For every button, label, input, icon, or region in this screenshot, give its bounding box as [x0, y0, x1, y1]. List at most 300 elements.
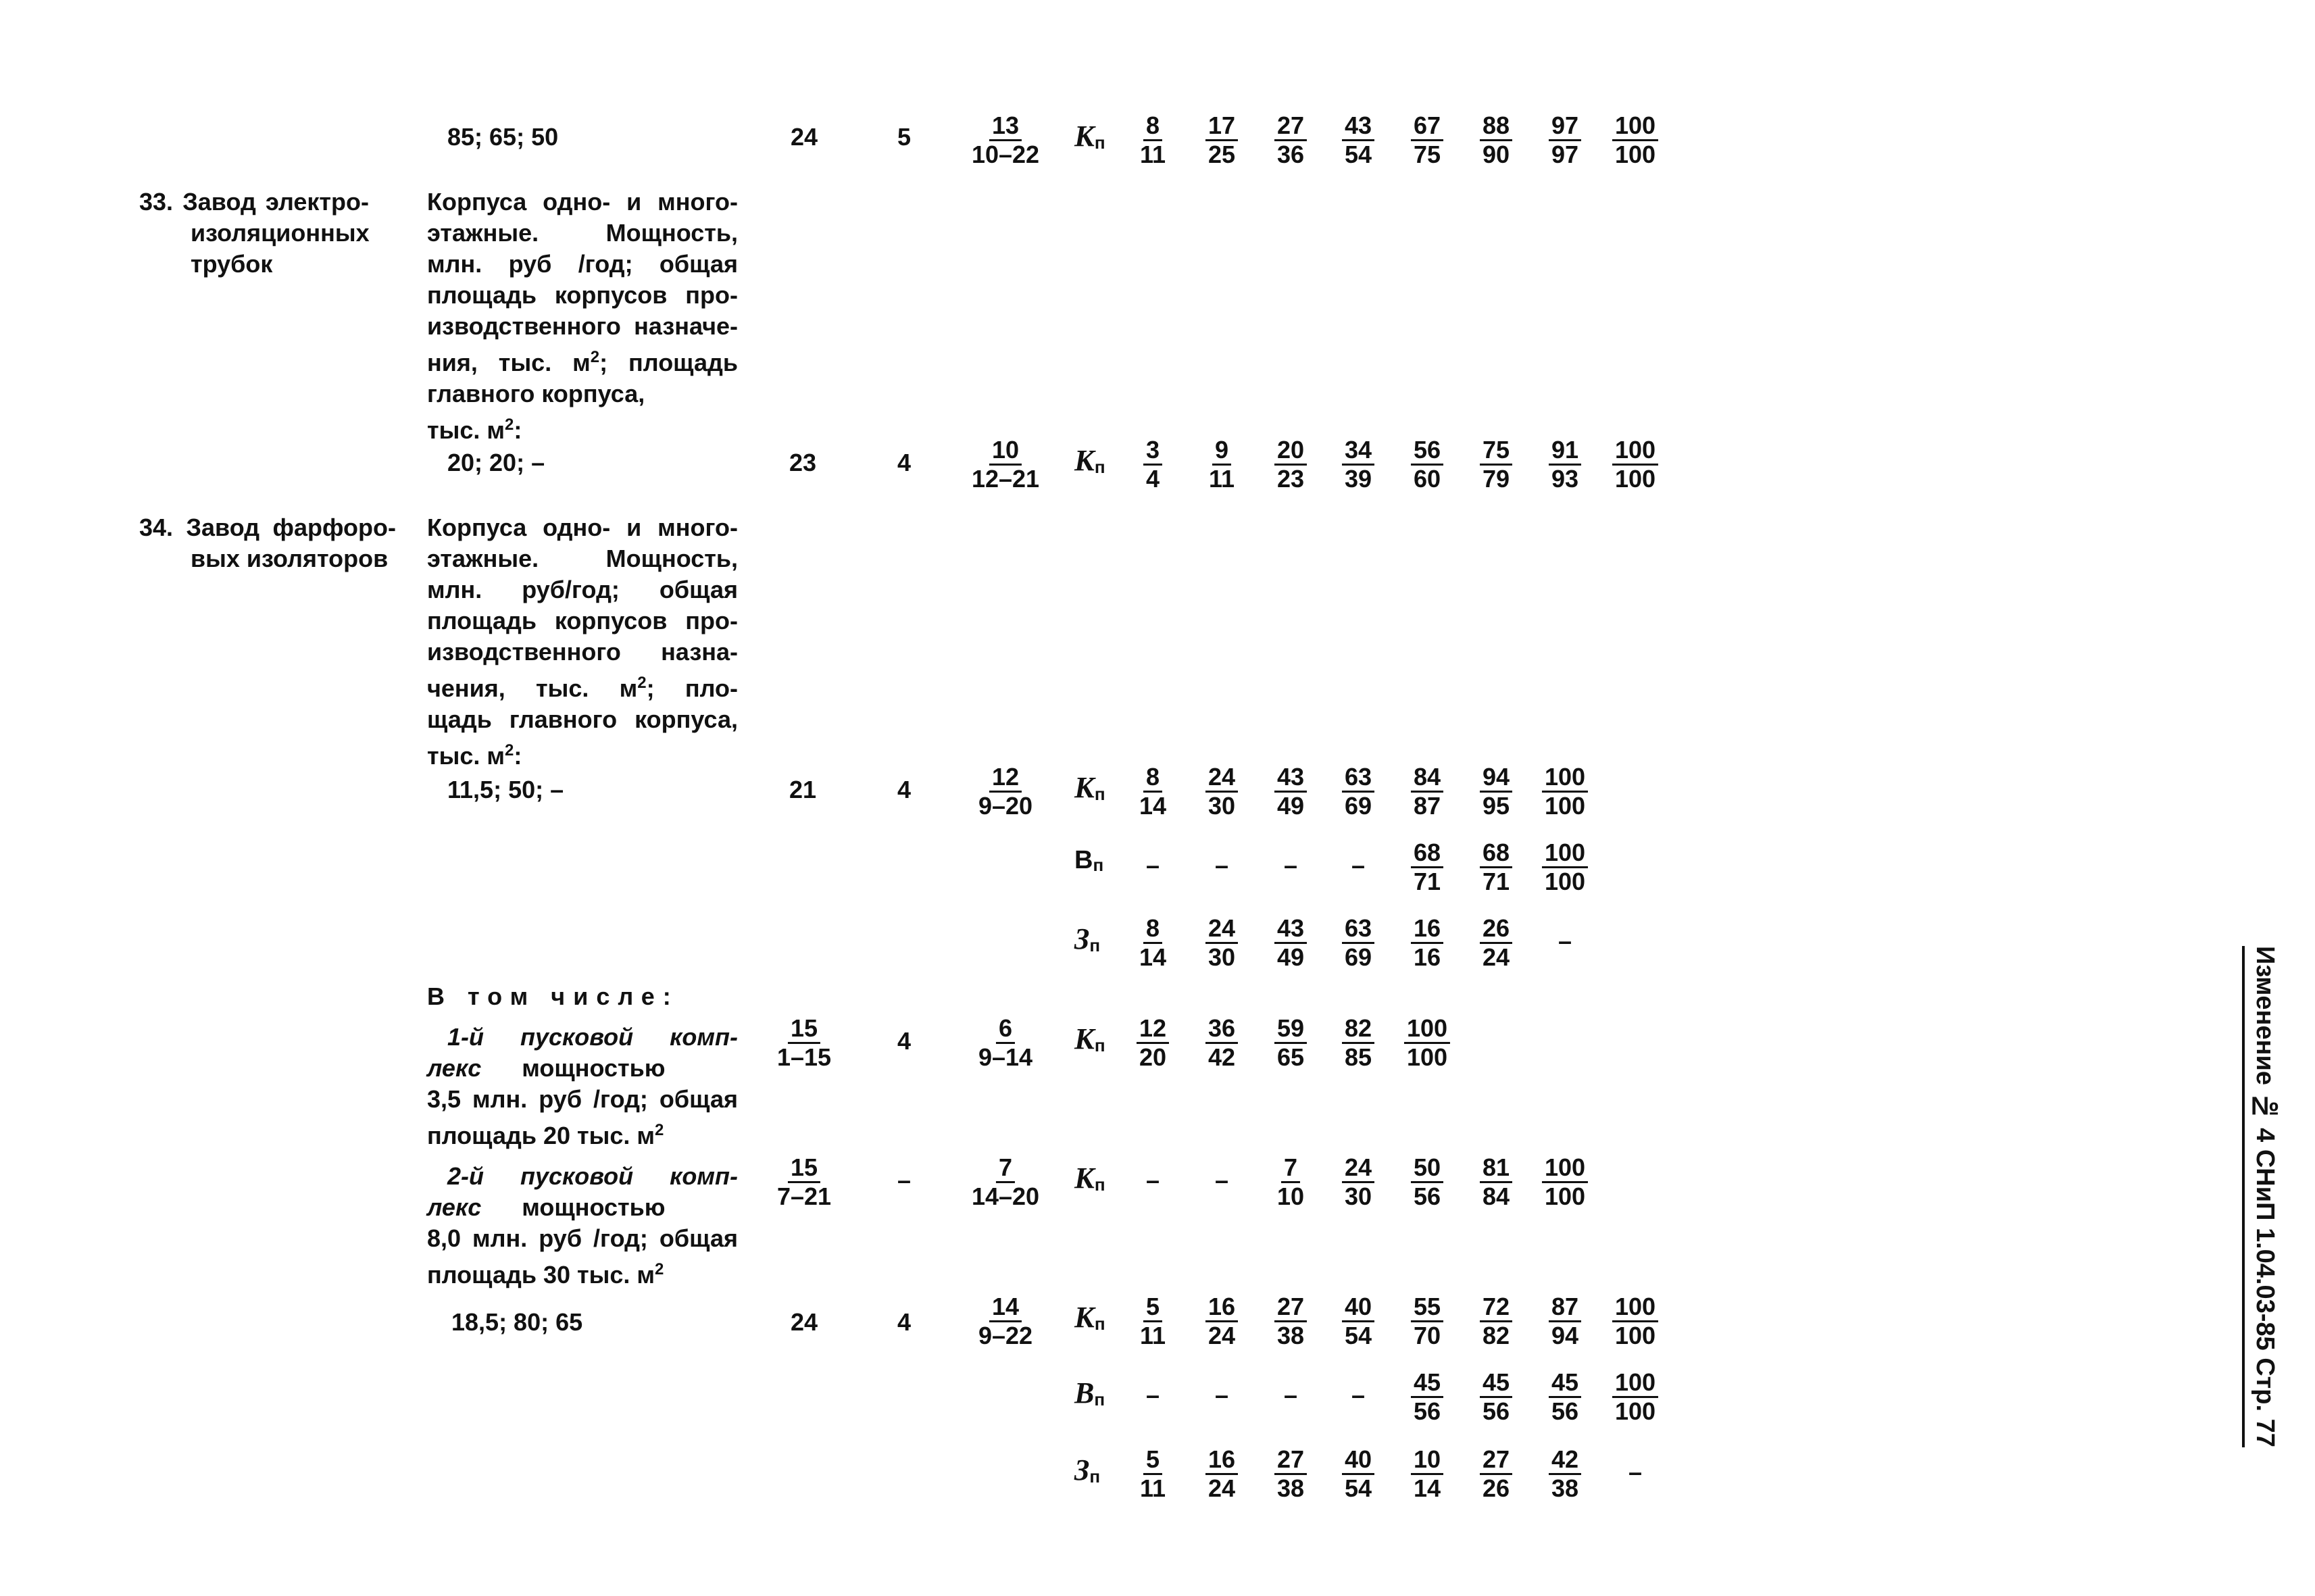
denominator: 25: [1208, 141, 1236, 168]
numerator: 56: [1411, 437, 1443, 466]
denominator: 85: [1344, 1043, 1372, 1071]
item34-description: [427, 512, 738, 772]
final-v-dash: –: [1214, 1381, 1229, 1409]
denominator: 56: [1482, 1397, 1510, 1425]
numerator: 43: [1274, 915, 1307, 944]
denominator: 9–20: [978, 792, 1033, 820]
final-k-value: [1205, 1293, 1238, 1349]
numerator: 68: [1411, 839, 1443, 868]
item34-v-dash: –: [1214, 851, 1229, 879]
denominator: 100: [1614, 1397, 1656, 1425]
denominator: 24: [1208, 1322, 1236, 1349]
desc-line: этажные. Мощность,: [427, 545, 738, 572]
item33-description: [427, 186, 738, 446]
denominator: 1–15: [776, 1043, 832, 1071]
numerator: 17: [1205, 112, 1238, 141]
sidebar-title: Изменение № 4 СНиП 1.04.03-85 Стр. 77: [2242, 946, 2279, 1447]
item34-v-label: [1074, 846, 1103, 876]
item34-spec: 11,5; 50; –: [447, 776, 564, 803]
item34-z-value: [1274, 915, 1307, 971]
final-z-label: [1074, 1453, 1100, 1487]
numerator: 13: [989, 112, 1022, 141]
complex2-col3: –: [897, 1166, 912, 1194]
denominator: 26: [1482, 1474, 1510, 1502]
item33-title-line: 33. Завод электро-: [139, 188, 369, 216]
denominator: 54: [1344, 141, 1372, 168]
item34-z-value: [1480, 915, 1512, 971]
label-letter: К: [1074, 120, 1095, 153]
complex1-k-value: [1404, 1015, 1450, 1071]
final-k-value: [1411, 1293, 1443, 1349]
item33-title-line: изоляционных: [191, 219, 370, 247]
numerator: 100: [1542, 1154, 1588, 1183]
item33-spec: 20; 20; –: [447, 449, 545, 476]
numerator: 45: [1549, 1369, 1581, 1398]
numerator: 20: [1274, 437, 1307, 466]
final-v-value: [1411, 1369, 1443, 1425]
numerator: 24: [1342, 1154, 1374, 1183]
complex1-k-value: [1342, 1015, 1374, 1071]
denominator: 100: [1544, 1182, 1586, 1210]
row0-k-value: [1205, 112, 1238, 168]
label-letter: З: [1074, 922, 1090, 955]
item33-k-value: [1480, 437, 1512, 493]
numerator: 10: [1411, 1446, 1443, 1475]
denominator: 94: [1551, 1322, 1579, 1349]
final-k-value: [1612, 1293, 1658, 1349]
label-subscript: п: [1094, 457, 1105, 477]
denominator: 14–20: [971, 1182, 1040, 1210]
final-z-value: [1549, 1446, 1581, 1502]
numerator: 63: [1342, 915, 1374, 944]
row0-k-value: [1480, 112, 1512, 168]
label-subscript: п: [1094, 1035, 1105, 1055]
final-k-label: [1074, 1300, 1105, 1335]
row0-col2: 24: [790, 123, 818, 151]
denominator: 100: [1614, 141, 1656, 168]
numerator: 6: [996, 1015, 1015, 1044]
numerator: 45: [1411, 1369, 1443, 1398]
desc-line: 2-й пусковой комп-: [447, 1162, 738, 1190]
numerator: 100: [1612, 112, 1658, 141]
numerator: 87: [1549, 1293, 1581, 1322]
label-subscript: п: [1089, 1466, 1101, 1487]
numerator: 40: [1342, 1293, 1374, 1322]
numerator: 16: [1411, 915, 1443, 944]
numerator: 40: [1342, 1446, 1374, 1475]
denominator: 30: [1344, 1182, 1372, 1210]
numerator: 12: [989, 764, 1022, 793]
final-col3: 4: [897, 1308, 912, 1336]
complex2-k-label: [1074, 1161, 1105, 1195]
item33-col3: 4: [897, 449, 912, 476]
denominator: 38: [1276, 1322, 1305, 1349]
denominator: 100: [1614, 465, 1656, 493]
item34-k-value: [1480, 764, 1512, 820]
item33-k-value: [1143, 437, 1162, 493]
item33-k-value: [1612, 437, 1658, 493]
denominator: 39: [1344, 465, 1372, 493]
complex1-k-label: [1074, 1022, 1105, 1056]
numerator: 27: [1274, 1293, 1307, 1322]
numerator: 15: [788, 1015, 820, 1044]
final-v-label: [1074, 1376, 1105, 1410]
complex2-k-value: [1411, 1154, 1443, 1210]
item34-v-value: [1411, 839, 1443, 895]
label-letter: К: [1074, 1022, 1095, 1055]
complex1-k-value: [1137, 1015, 1169, 1071]
item33-k-value: [1411, 437, 1443, 493]
label-subscript: п: [1094, 1314, 1105, 1334]
denominator: 56: [1551, 1397, 1579, 1425]
label-letter: В: [1074, 846, 1093, 874]
denominator: 70: [1413, 1322, 1441, 1349]
item34-k-value: [1542, 764, 1588, 820]
denominator: 79: [1482, 465, 1510, 493]
denominator: 23: [1276, 465, 1305, 493]
numerator: 12: [1137, 1015, 1169, 1044]
desc-line: млн. руб /год; общая: [427, 250, 738, 278]
item34-z-value: [1411, 915, 1443, 971]
label-subscript: п: [1094, 1174, 1105, 1195]
denominator: 14: [1139, 943, 1167, 971]
numerator: 100: [1404, 1015, 1450, 1044]
numerator: 24: [1205, 764, 1238, 793]
item34-col3: 4: [897, 776, 912, 803]
item34-k-value: [1274, 764, 1307, 820]
desc-line: лекс мощностью: [427, 1193, 666, 1221]
denominator: 20: [1139, 1043, 1167, 1071]
item34-v-value: [1542, 839, 1588, 895]
final-z-value: [1342, 1446, 1374, 1502]
item34-z-label: [1074, 922, 1100, 956]
complex2-k-value: [1542, 1154, 1588, 1210]
denominator: 16: [1413, 943, 1441, 971]
denominator: 30: [1208, 792, 1236, 820]
desc-line: 8,0 млн. руб /год; общая: [427, 1224, 738, 1252]
numerator: 34: [1342, 437, 1374, 466]
numerator: 8: [1143, 112, 1162, 141]
label-subscript: п: [1094, 1389, 1105, 1410]
numerator: 100: [1612, 437, 1658, 466]
row0-k-value: [1137, 112, 1168, 168]
numerator: 16: [1205, 1446, 1238, 1475]
numerator: 10: [989, 437, 1022, 466]
denominator: 4: [1145, 465, 1160, 493]
denominator: 97: [1551, 141, 1579, 168]
numerator: 5: [1143, 1446, 1162, 1475]
final-z-value: [1137, 1446, 1168, 1502]
numerator: 100: [1542, 839, 1588, 868]
numerator: 8: [1143, 764, 1162, 793]
item33-k-value: [1274, 437, 1307, 493]
desc-line: 1-й пусковой комп-: [447, 1023, 738, 1051]
denominator: 100: [1406, 1043, 1448, 1071]
denominator: 11: [1208, 465, 1235, 493]
desc-line: 3,5 млн. руб /год; общая: [427, 1085, 738, 1113]
denominator: 38: [1551, 1474, 1579, 1502]
final-k-value: [1274, 1293, 1307, 1349]
complex1-period-fraction: [976, 1015, 1035, 1071]
desc-line: тыс. $м^2$:: [427, 741, 522, 770]
desc-line: главного корпуса,: [427, 380, 645, 407]
including-heading: В том числе:: [427, 982, 679, 1010]
denominator: 12–21: [971, 465, 1040, 493]
item33-k-label: [1074, 443, 1105, 478]
denominator: 90: [1482, 141, 1510, 168]
numerator: 91: [1549, 437, 1581, 466]
complex2-period-fraction: [969, 1154, 1042, 1210]
final-z-value: [1480, 1446, 1512, 1502]
final-col2: 24: [790, 1308, 818, 1336]
desc-line: площадь 30 тыс. $м^2$: [427, 1260, 664, 1289]
denominator: 42: [1208, 1043, 1236, 1071]
denominator: 54: [1344, 1474, 1372, 1502]
denominator: 95: [1482, 792, 1510, 820]
row0-k-value: [1612, 112, 1658, 168]
denominator: 82: [1482, 1322, 1510, 1349]
label-letter: В: [1074, 1376, 1095, 1410]
item34-z-dash: –: [1558, 927, 1572, 955]
complex2-k-dash: –: [1145, 1166, 1160, 1194]
row0-col3: 5: [897, 123, 912, 151]
denominator: 14: [1139, 792, 1167, 820]
denominator: 49: [1276, 943, 1305, 971]
row0-k-value: [1342, 112, 1374, 168]
denominator: 71: [1482, 868, 1510, 895]
numerator: 14: [989, 1293, 1022, 1322]
numerator: 24: [1205, 915, 1238, 944]
complex2-k-value: [1342, 1154, 1374, 1210]
desc-line: Корпуса одно- и много-: [427, 514, 738, 541]
denominator: 100: [1614, 1322, 1656, 1349]
item34-title-line: 34. Завод фарфоро-: [139, 514, 396, 541]
final-z-value: [1274, 1446, 1307, 1502]
final-k-value: [1137, 1293, 1168, 1349]
item33-period-fraction: [969, 437, 1042, 493]
denominator: 14: [1413, 1474, 1441, 1502]
final-period-fraction: [976, 1293, 1035, 1349]
numerator: 7: [1281, 1154, 1300, 1183]
row0-k-label: [1074, 119, 1105, 153]
numerator: 55: [1411, 1293, 1443, 1322]
final-z-dash: –: [1628, 1458, 1643, 1486]
denominator: 49: [1276, 792, 1305, 820]
item34-k-value: [1411, 764, 1443, 820]
item33-k-value: [1342, 437, 1374, 493]
item34-v-dash: –: [1283, 851, 1298, 879]
denominator: 10–22: [971, 141, 1040, 168]
denominator: 10: [1276, 1182, 1305, 1210]
complex2-description: [427, 1161, 738, 1291]
desc-line: изводственного назначе-: [427, 312, 738, 340]
final-k-value: [1480, 1293, 1512, 1349]
denominator: 56: [1413, 1397, 1441, 1425]
denominator: 24: [1482, 943, 1510, 971]
complex1-col3: 4: [897, 1027, 912, 1055]
label-letter: К: [1074, 1301, 1095, 1334]
numerator: 72: [1480, 1293, 1512, 1322]
desc-line: площадь корпусов про-: [427, 281, 738, 309]
desc-line: тыс. $м^2$:: [427, 416, 522, 444]
item33-title: [139, 186, 369, 280]
label-subscript: п: [1094, 784, 1105, 804]
desc-line: щадь главного корпуса,: [427, 705, 738, 733]
numerator: 97: [1549, 112, 1581, 141]
denominator: 69: [1344, 943, 1372, 971]
numerator: 50: [1411, 1154, 1443, 1183]
complex1-description: [427, 1022, 738, 1151]
denominator: 7–21: [776, 1182, 832, 1210]
numerator: 100: [1542, 764, 1588, 793]
numerator: 27: [1274, 112, 1307, 141]
numerator: 15: [788, 1154, 820, 1183]
complex2-k-value: [1274, 1154, 1307, 1210]
numerator: 59: [1274, 1015, 1307, 1044]
row0-k-value: [1274, 112, 1307, 168]
final-k-value: [1342, 1293, 1374, 1349]
numerator: 100: [1612, 1369, 1658, 1398]
denominator: 9–22: [978, 1322, 1033, 1349]
numerator: 43: [1274, 764, 1307, 793]
item34-k-label: [1074, 770, 1105, 805]
numerator: 45: [1480, 1369, 1512, 1398]
label-letter: К: [1074, 771, 1095, 804]
item34-z-value: [1205, 915, 1238, 971]
item34-k-value: [1205, 764, 1238, 820]
label-subscript: п: [1094, 132, 1105, 153]
final-v-value: [1549, 1369, 1581, 1425]
complex2-col2-fraction: [774, 1154, 834, 1210]
label-subscript: п: [1093, 855, 1104, 875]
numerator: 8: [1143, 915, 1162, 944]
final-z-value: [1411, 1446, 1443, 1502]
item33-col2: 23: [789, 449, 817, 476]
numerator: 27: [1274, 1446, 1307, 1475]
denominator: 9–14: [978, 1043, 1033, 1071]
item34-k-value: [1342, 764, 1374, 820]
label-subscript: п: [1089, 935, 1101, 955]
desc-line: Корпуса одно- и много-: [427, 188, 738, 216]
numerator: 27: [1480, 1446, 1512, 1475]
item34-title: [139, 512, 396, 574]
numerator: 88: [1480, 112, 1512, 141]
desc-line: чения, тыс. $м^2$; пло-: [427, 674, 738, 702]
denominator: 93: [1551, 465, 1579, 493]
denominator: 11: [1139, 1474, 1166, 1502]
numerator: 16: [1205, 1293, 1238, 1322]
numerator: 9: [1212, 437, 1231, 466]
denominator: 11: [1139, 141, 1166, 168]
label-letter: З: [1074, 1453, 1090, 1487]
denominator: 65: [1276, 1043, 1305, 1071]
complex1-k-value: [1205, 1015, 1238, 1071]
complex2-k-dash: –: [1214, 1166, 1229, 1194]
complex2-k-value: [1480, 1154, 1512, 1210]
numerator: 84: [1411, 764, 1443, 793]
numerator: 81: [1480, 1154, 1512, 1183]
row0-spec: 85; 65; 50: [447, 123, 559, 151]
item34-col2: 21: [789, 776, 817, 803]
denominator: 100: [1544, 792, 1586, 820]
numerator: 68: [1480, 839, 1512, 868]
item34-period-fraction: [976, 764, 1035, 820]
row0-k-value: [1549, 112, 1581, 168]
denominator: 30: [1208, 943, 1236, 971]
denominator: 69: [1344, 792, 1372, 820]
numerator: 26: [1480, 915, 1512, 944]
denominator: 24: [1208, 1474, 1236, 1502]
denominator: 11: [1139, 1322, 1166, 1349]
label-letter: К: [1074, 1162, 1095, 1195]
desc-line: площадь 20 тыс. $м^2$: [427, 1121, 664, 1149]
desc-line: этажные. Мощность,: [427, 219, 738, 247]
denominator: 71: [1413, 868, 1441, 895]
denominator: 56: [1413, 1182, 1441, 1210]
numerator: 82: [1342, 1015, 1374, 1044]
denominator: 100: [1544, 868, 1586, 895]
numerator: 3: [1143, 437, 1162, 466]
desc-line: ния, тыс. $м^2$; площадь: [427, 348, 739, 376]
numerator: 7: [996, 1154, 1015, 1183]
numerator: 67: [1411, 112, 1443, 141]
denominator: 38: [1276, 1474, 1305, 1502]
final-v-dash: –: [1145, 1381, 1160, 1409]
row0-period-fraction: [969, 112, 1042, 168]
item33-k-value: [1206, 437, 1237, 493]
row0-k-value: [1411, 112, 1443, 168]
numerator: 94: [1480, 764, 1512, 793]
denominator: 87: [1413, 792, 1441, 820]
label-letter: К: [1074, 444, 1095, 477]
item34-k-value: [1137, 764, 1169, 820]
item34-z-value: [1342, 915, 1374, 971]
complex1-k-value: [1274, 1015, 1307, 1071]
numerator: 63: [1342, 764, 1374, 793]
numerator: 36: [1205, 1015, 1238, 1044]
denominator: 36: [1276, 141, 1305, 168]
item33-title-line: трубок: [191, 250, 273, 278]
item34-v-dash: –: [1145, 851, 1160, 879]
numerator: 42: [1549, 1446, 1581, 1475]
numerator: 43: [1342, 112, 1374, 141]
final-v-value: [1480, 1369, 1512, 1425]
item34-v-value: [1480, 839, 1512, 895]
complex1-col2-fraction: [774, 1015, 834, 1071]
final-k-value: [1549, 1293, 1581, 1349]
desc-line: млн. руб/год; общая: [427, 576, 738, 603]
item33-k-value: [1549, 437, 1581, 493]
desc-line: изводственного назна-: [427, 638, 738, 666]
final-z-value: [1205, 1446, 1238, 1502]
final-v-dash: –: [1351, 1381, 1366, 1409]
final-v-dash: –: [1283, 1381, 1298, 1409]
numerator: 5: [1143, 1293, 1162, 1322]
desc-line: площадь корпусов про-: [427, 607, 738, 634]
denominator: 60: [1413, 465, 1441, 493]
item34-z-value: [1137, 915, 1169, 971]
denominator: 54: [1344, 1322, 1372, 1349]
numerator: 100: [1612, 1293, 1658, 1322]
denominator: 75: [1413, 141, 1441, 168]
desc-line: лекс мощностью: [427, 1054, 666, 1082]
item34-title-line: вых изоляторов: [191, 545, 389, 572]
numerator: 75: [1480, 437, 1512, 466]
denominator: 84: [1482, 1182, 1510, 1210]
final-spec: 18,5; 80; 65: [451, 1308, 583, 1336]
item34-v-dash: –: [1351, 851, 1366, 879]
final-v-value: [1612, 1369, 1658, 1425]
